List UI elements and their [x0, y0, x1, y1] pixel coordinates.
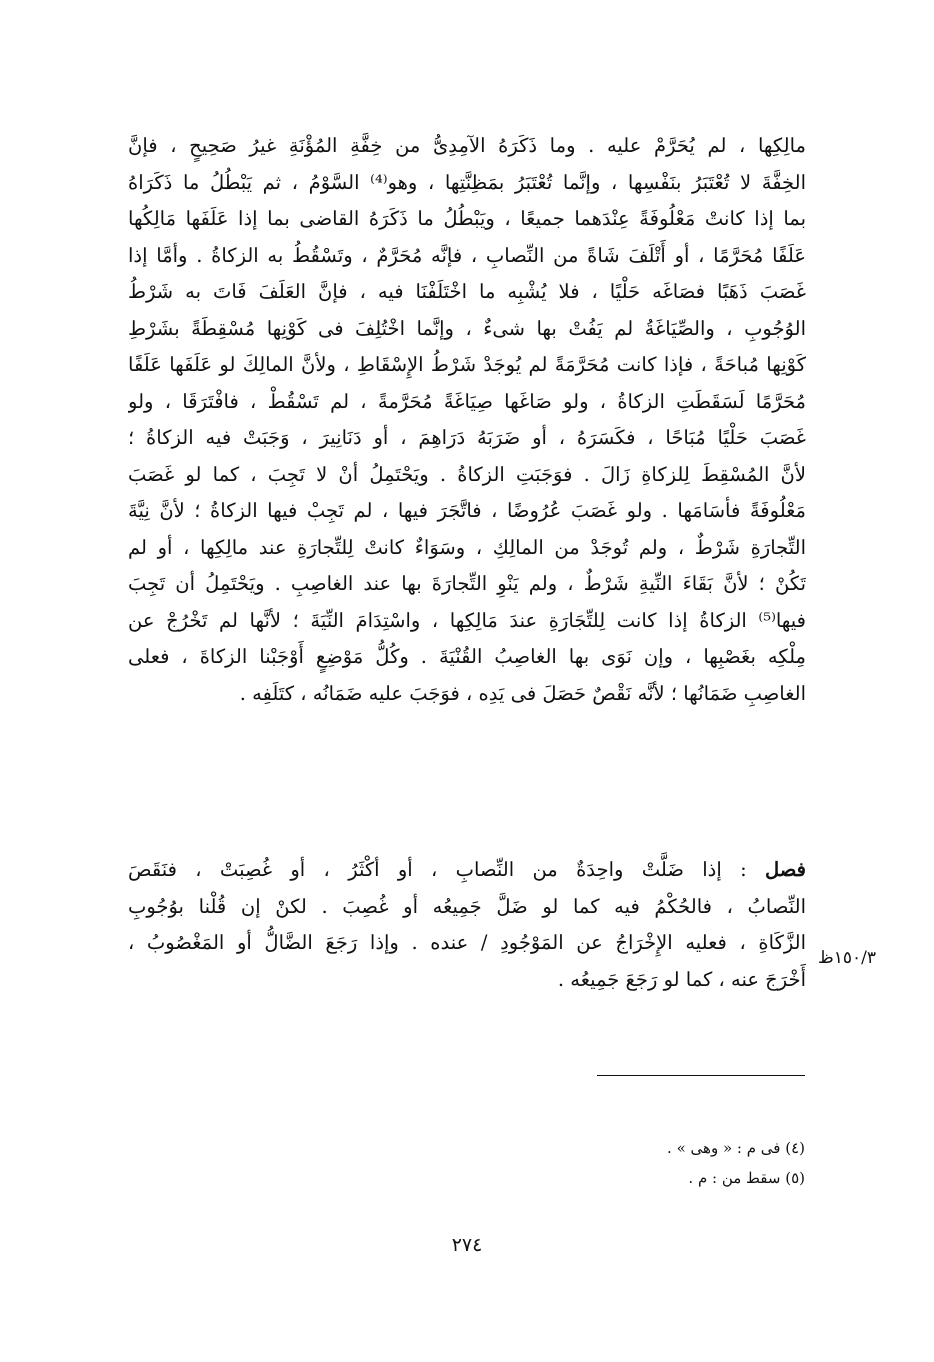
footnote-5: (٥) سقط من : م .: [688, 1169, 805, 1187]
fasl-first-line-text: : إذا ضَلَّتْ واحِدَةٌ من النِّصابِ ، أو أكْثَرُ ، أو غُصِبَتْ ، فنَقَصَ: [128, 858, 765, 881]
main-paragraph: [128, 128, 806, 712]
text-line: لأنَّ المُسْقِطَ لِلزكاةِ زَالَ . فوَجَبَتِ الزكاةُ . ويَحْتَمِلُ أنْ لا تَجِبَ ، كما لو غَصَبَ: [128, 462, 806, 486]
text-line: غَصَبَ حَلْيًا مُبَاحًا ، فكَسَرَهُ ، أو ضَرَبَهُ دَرَاهِمَ ، أو دَنَانِيرَ ، وَجَبَتْ فيه الزكاةُ ؛: [128, 426, 806, 449]
text-line: الزَّكَاةِ ، فعليه الإِخْرَاجُ عن المَوْجُودِ / عنده . وإذا رَجَعَ الضَّالُّ أو المَغْصُوبُ ،: [128, 931, 806, 954]
text-line: غَصَبَ ذَهَبًا فصَاغَه حَلْيًا ، فلا يُشْبِه ما اخْتَلَفْنَا فيه ، فإنَّ العَلَفَ فَاتَ به شَرْطُ: [128, 280, 806, 303]
fasl-first-line: [128, 852, 806, 889]
manuscript-folio-reference: ١٥٠/٣ظ: [818, 948, 876, 968]
text-line: التِّجارَةِ شَرْطٌ ، ولم تُوجَدْ من المالِكِ ، وسَوَاءٌ كانتْ لِلتِّجارَةِ عند مالِكِها ، أو لم: [128, 535, 806, 559]
footnotes: [500, 1133, 805, 1193]
text-line: مالِكِها ، لم يُحَرَّمْ عليه . وما ذَكَرَهُ الآمِدِىُّ من خِفَّةِ المُؤْنَةِ غيرُ صَحِيحٍ ، فإنَّ: [128, 134, 806, 157]
footnote-4: (٤) فى م : « وهى » .: [667, 1139, 805, 1157]
text-line: عَلَفًا مُحَرَّمًا ، أو أَتْلَفَ شَاةً من النِّصابِ ، فإنَّه مُحَرَّمٌ ، وتَسْقُطُ به الزكاةُ . وأمَّا إذا: [128, 243, 806, 267]
text-line: مُحَرَّمًا لَسَقَطَتِ الزكاةُ ، ولو صَاغَها صِيَاغَةً مُحَرَّمةً ، لم تَسْقُطْ ، فافْتَرَقَا ، ولو: [128, 389, 806, 413]
footnote-divider: [597, 1075, 805, 1076]
text-line: كَوْنِها مُباحَةً ، فإذا كانت مُحَرَّمَةً لم يُوجَدْ شَرْطُ الإِسْقَاطِ ، ولأنَّ المالِكَ لو عَلَفَها عَلَفًا: [128, 353, 806, 376]
text-line: بما إذا كانتْ مَعْلُوفَةً عِنْدَهما جميعًا ، ويَبْطُلُ ما ذَكَرَهُ القاضى بما إذا عَلَفَها مَالِكُها: [128, 207, 806, 230]
text-line: تَكُنْ ؛ لأنَّ بَقَاءَ النِّيةِ شَرْطٌ ، ولم يَنْوِ التِّجارَةَ بها عند الغاصِبِ . ويَحْتَمِلُ أن تَجِبَ: [128, 572, 806, 595]
text-line: مَعْلُوفَةً فأسَامَها . ولو غَصَبَ عُرُوضًا ، فاتَّجَرَ فيها ، لم تَجِبْ فيها الزكاةُ ؛ لأنَّ نِيَّةَ: [128, 499, 806, 522]
text-line: مِلْكِه بغَصْبِها ، وإن نَوَى بها الغاصِبُ القُنْيَةَ . وكُلُّ مَوْضِعٍ أَوْجَبْنا الزكاةَ ، فعلى: [128, 645, 806, 668]
fasl-heading: فصل: [765, 858, 806, 881]
text-line: الغاصِبِ ضَمَانُها ؛ لأنَّه نَقْصٌ حَصَلَ فى يَدِه ، فوَجَبَ عليه ضَمَانُه ، كتَلَفِه .: [239, 681, 806, 705]
fasl-paragraph: [128, 852, 806, 998]
text-line: الخِفَّةَ لا تُعْتَبَرُ بنَفْسِها ، وإنَّما تُعْتَبَرُ بمَظِنَّتِها ، وهو⁽⁴⁾ السَّوْمُ ، ثم يَبْطُلُ ما ذَكَرَاهُ: [128, 170, 806, 194]
text-line: فيها⁽⁵⁾ الزكاةُ إذا كانت لِلتِّجَارَةِ عندَ مَالِكِها ، واسْتِدَامَ النِّيَةَ ؛ لأنَّها لم تَخْرُجْ عن: [128, 608, 806, 632]
text-line: أَخْرَجَ عنه ، كما لو رَجَعَ جَمِيعُه .: [557, 967, 806, 991]
text-line: النِّصابُ ، فالحُكْمُ فيه كما لو ضَلَّ جَمِيعُه أو غُصِبَ . لكنْ إن قُلْنا بوُجُوبِ: [128, 894, 806, 918]
text-line: الوُجُوبِ ، والصِّيَاغَةُ لم يَفُتْ بها شىءٌ ، وإنَّما اخْتُلِفَ فى كَوْنِها مُسْقِطَةً بشَرْطِ: [128, 316, 806, 340]
page-number: ٢٧٤: [451, 1234, 483, 1256]
